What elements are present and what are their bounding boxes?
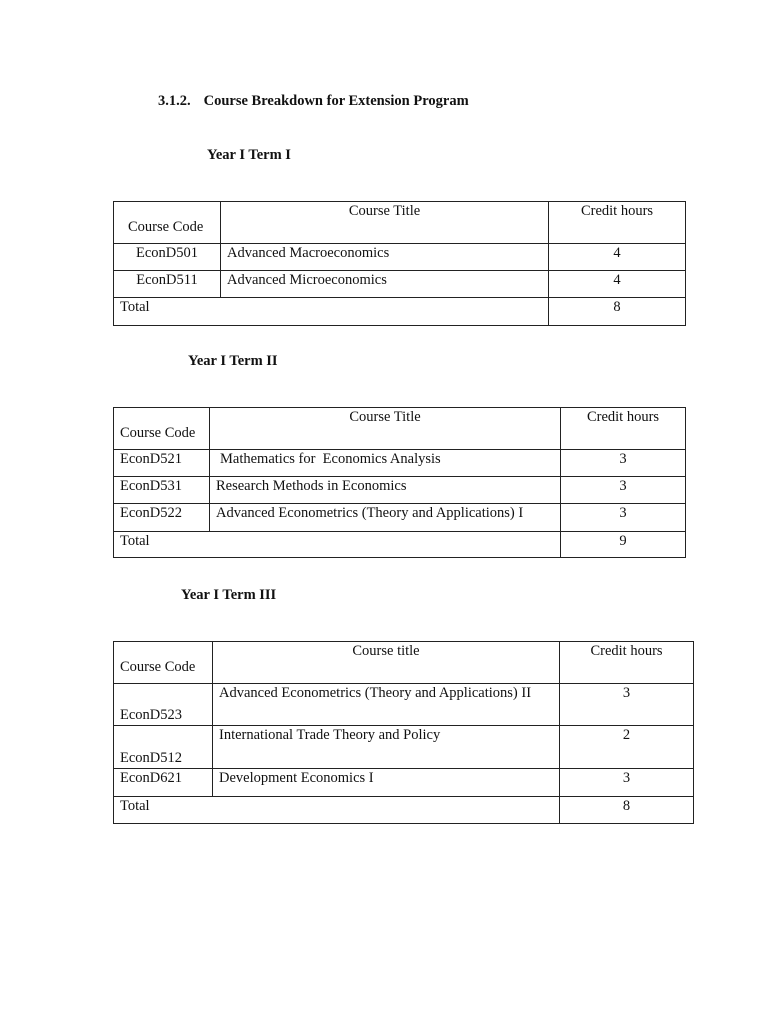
credit-hours: 3: [560, 769, 694, 797]
credit-hours: 4: [549, 271, 686, 298]
course-code: EconD522: [114, 504, 210, 532]
header-course-code: Course Code: [114, 202, 221, 244]
total-credit-hours: 8: [560, 797, 694, 824]
table-total-row: [114, 797, 694, 824]
course-title: Advanced Macroeconomics: [221, 244, 549, 271]
section-number: 3.1.2.: [158, 93, 191, 109]
term-heading: Year I Term II: [188, 353, 278, 369]
table-row: [114, 684, 694, 726]
header-credit-hours: Credit hours: [561, 408, 686, 450]
table-total-row: [114, 298, 686, 326]
header-course-title: Course title: [213, 642, 560, 684]
credit-hours: 3: [561, 450, 686, 477]
total-credit-hours: 8: [549, 298, 686, 326]
table-row: [114, 244, 686, 271]
course-code: EconD531: [114, 477, 210, 504]
course-title: Mathematics for Economics Analysis: [210, 450, 561, 477]
course-code: EconD511: [114, 271, 221, 298]
credit-hours: 4: [549, 244, 686, 271]
course-title: Research Methods in Economics: [210, 477, 561, 504]
course-code: EconD621: [114, 769, 213, 797]
table-header-row: [114, 408, 686, 450]
total-credit-hours: 9: [561, 532, 686, 558]
term-heading: Year I Term III: [181, 587, 277, 603]
table-row: [114, 726, 694, 769]
section-title: Course Breakdown for Extension Program: [203, 93, 469, 109]
course-table: [113, 201, 686, 326]
table-row: [114, 271, 686, 298]
course-table: [113, 407, 686, 558]
credit-hours: 2: [560, 726, 694, 769]
table-header-row: [114, 202, 686, 244]
term-heading: Year I Term I: [207, 147, 291, 163]
course-code: EconD501: [114, 244, 221, 271]
table-row: [114, 769, 694, 797]
course-table: [113, 641, 694, 824]
section-heading: [158, 93, 469, 110]
table-row: [114, 504, 686, 532]
header-credit-hours: Credit hours: [560, 642, 694, 684]
course-code: EconD512: [114, 726, 213, 769]
header-course-code: Course Code: [114, 408, 210, 450]
table-row: [114, 450, 686, 477]
course-code: EconD521: [114, 450, 210, 477]
total-label: Total: [114, 532, 561, 558]
total-label: Total: [114, 797, 560, 824]
course-title: Advanced Econometrics (Theory and Applications) I: [210, 504, 561, 532]
table-row: [114, 477, 686, 504]
course-title: Advanced Microeconomics: [221, 271, 549, 298]
credit-hours: 3: [561, 504, 686, 532]
credit-hours: 3: [560, 684, 694, 726]
course-title: International Trade Theory and Policy: [213, 726, 560, 769]
total-label: Total: [114, 298, 549, 326]
header-course-title: Course Title: [210, 408, 561, 450]
table-header-row: [114, 642, 694, 684]
header-credit-hours: Credit hours: [549, 202, 686, 244]
course-title: Advanced Econometrics (Theory and Applications) II: [213, 684, 560, 726]
course-code: EconD523: [114, 684, 213, 726]
credit-hours: 3: [561, 477, 686, 504]
header-course-title: Course Title: [221, 202, 549, 244]
table-total-row: [114, 532, 686, 558]
course-title: Development Economics I: [213, 769, 560, 797]
header-course-code: Course Code: [114, 642, 213, 684]
